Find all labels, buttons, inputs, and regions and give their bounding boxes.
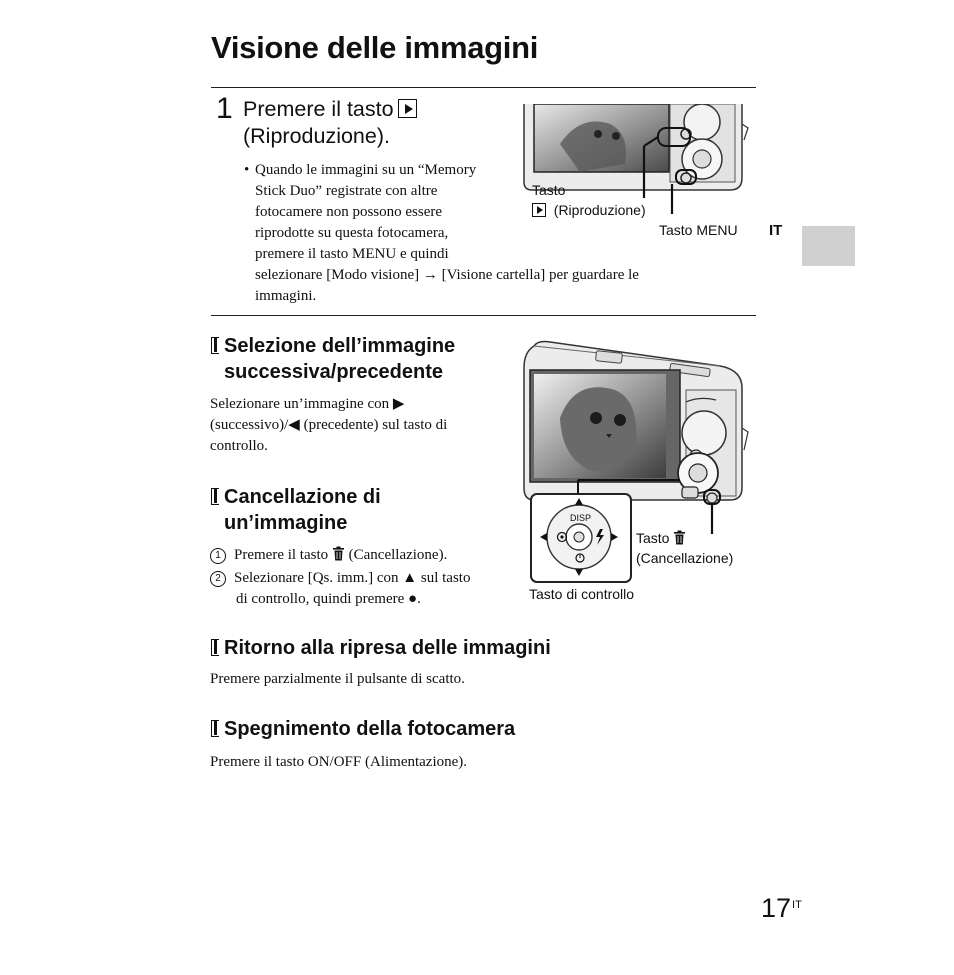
section-marker-icon: [211, 720, 219, 737]
power-off-text: Premere il tasto ON/OFF (Alimentazione).: [210, 754, 468, 770]
disp-label: DISP: [570, 513, 592, 523]
delete-step-1: [210, 545, 447, 566]
step-1-line2: (Riproduzione).: [243, 124, 390, 148]
delete-step-2-line2: di controllo, quindi premere ●.: [236, 591, 421, 607]
play-icon: [398, 99, 417, 118]
note-line: fotocamere non possono essere: [255, 204, 443, 220]
heading-return-shooting: [211, 635, 551, 661]
language-tag: IT: [769, 222, 783, 239]
heading-line: Selezione dell’immagine: [224, 335, 456, 357]
step-number: 1: [216, 92, 233, 125]
note-line: Stick Duo” registrate con altre: [255, 183, 438, 199]
heading-line: un’immagine: [224, 512, 348, 534]
next-previous-line: (successivo)/◀ (precedente) sul tasto di: [210, 417, 448, 433]
heading-line: Cancellazione di: [224, 486, 381, 508]
callout-menu: Tasto MENU: [659, 222, 738, 238]
next-previous-line: Selezionare un’immagine con ▶: [210, 396, 405, 412]
delete-step-1-pre: Premere il tasto: [234, 547, 329, 563]
callout-play-button: [532, 201, 646, 219]
section-tab: [802, 226, 855, 266]
note-line: riprodotte su questa fotocamera,: [255, 225, 449, 241]
note-line: Quando le immagini su un “Memory: [255, 162, 477, 178]
callout-control-button: Tasto di controllo: [529, 586, 635, 602]
trash-icon: [673, 530, 686, 545]
heading-delete: [211, 484, 381, 536]
heading-next-previous: [211, 333, 455, 385]
page-number-suffix: IT: [792, 899, 802, 911]
step-1-line1: Premere il tasto: [243, 97, 394, 121]
next-previous-line: controllo.: [210, 438, 268, 454]
trash-icon: [332, 546, 345, 561]
section-marker-icon: [211, 337, 219, 354]
heading-line: Spegnimento della fotocamera: [224, 718, 516, 740]
callout-delete-label: (Cancellazione): [636, 550, 734, 566]
page-number-value: 17: [761, 893, 792, 923]
delete-step-2: [210, 568, 470, 589]
callout-play-tasto: Tasto: [532, 182, 566, 198]
note-line: immagini.: [255, 288, 317, 304]
delete-step-1-post: (Cancellazione).: [348, 547, 448, 563]
step-circle: 1: [210, 548, 226, 564]
callout-delete-tasto: Tasto: [636, 530, 670, 546]
section-marker-icon: [211, 639, 219, 656]
note-line: premere il tasto MENU e quindi: [255, 246, 449, 262]
heading-line: Ritorno alla ripresa delle immagini: [224, 637, 551, 659]
page-title: Visione delle immagini: [211, 30, 539, 65]
bullet: •: [244, 162, 250, 178]
heading-line: successiva/precedente: [224, 361, 444, 383]
step-1-instruction: [243, 96, 417, 150]
return-shooting-text: Premere parzialmente il pulsante di scatto.: [210, 671, 465, 687]
callout-play-label: (Riproduzione): [553, 202, 646, 218]
step-circle: 2: [210, 571, 226, 587]
heading-power-off: [211, 716, 515, 742]
section-marker-icon: [211, 488, 219, 505]
page-number: [761, 893, 802, 924]
play-icon: [532, 203, 546, 217]
note-line: selezionare [Modo visione] → [Visione cartella] per guardare le: [255, 267, 639, 283]
delete-step-2-line1: Selezionare [Qs. imm.] con ▲ sul tasto: [234, 570, 471, 586]
title-rule: [211, 87, 756, 88]
section-rule: [211, 315, 756, 316]
callout-delete: [636, 529, 686, 547]
